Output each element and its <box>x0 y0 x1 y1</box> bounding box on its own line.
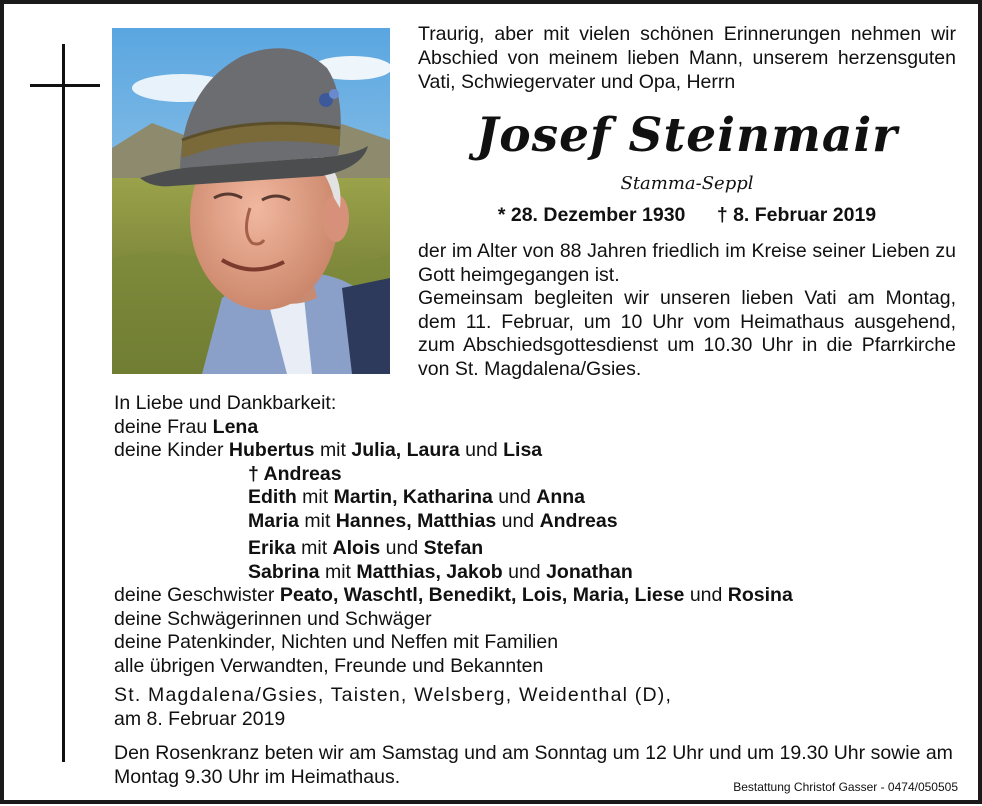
mourner-child <box>114 439 964 463</box>
birth-date: * 28. Dezember 1930 <box>497 204 686 226</box>
child-family: Julia, Laura <box>351 439 460 461</box>
und-word: und <box>385 537 419 559</box>
child-name: † Andreas <box>248 462 342 485</box>
mourners-heading: In Liebe und Dankbarkeit: <box>114 392 337 414</box>
child-name: Hubertus <box>228 439 315 461</box>
child-name: Edith <box>248 486 297 508</box>
child-family-last: Jonathan <box>546 560 633 583</box>
rosary-notice: Den Rosenkranz beten wir am Samstag und am Sonntag um 12 Uhr und um 19.30 Uhr sowie am Montag 9.30 Uhr im Heimathaus. <box>114 742 953 788</box>
siblings-names: Peato, Waschtl, Benedikt, Lois, Maria, Liese <box>279 584 685 606</box>
deceased-nickname: Stamma-Seppl <box>620 173 754 194</box>
announcement-text <box>418 240 956 381</box>
mourner-child <box>114 537 964 561</box>
mit-word: mit <box>319 439 346 461</box>
mourner-siblings <box>114 584 964 608</box>
mit-word: mit <box>302 486 329 508</box>
mit-word: mit <box>301 537 328 559</box>
mourners-list <box>114 392 964 678</box>
death-date: † 8. Februar 2019 <box>716 204 877 226</box>
kids-prefix: deine Kinder <box>114 439 224 461</box>
child-family-last: Andreas <box>539 509 618 532</box>
mourner-inlaws: deine Schwägerinnen und Schwäger <box>114 607 432 630</box>
mourner-child <box>114 510 964 534</box>
child-family-last: Lisa <box>503 439 543 461</box>
mourner-others: alle übrigen Verwandten, Freunde und Bekannten <box>114 654 544 677</box>
und-word: und <box>508 560 541 583</box>
wife-prefix: deine Frau <box>114 415 208 438</box>
siblings-prefix: deine Geschwister <box>114 584 275 606</box>
mourner-godchildren: deine Patenkinder, Nichten und Neffen mit Familien <box>114 631 559 653</box>
mit-word: mit <box>304 509 331 532</box>
child-family: Martin, Katharina <box>333 486 493 508</box>
mourner-child <box>114 561 964 585</box>
wife-name: Lena <box>212 415 259 438</box>
passing-paragraph: der im Alter von 88 Jahren friedlich im Kreise seiner Lieben zu Gott heimgegangen ist. <box>418 240 956 286</box>
und-word: und <box>465 439 498 461</box>
und-word: und <box>689 584 723 606</box>
child-family-last: Anna <box>536 486 586 508</box>
service-paragraph: Gemeinsam begleiten wir unseren lieben Vati am Montag, dem 11. Februar, um 10 Uhr vom Heimathaus ausgehend, zum Abschiedsgottesdienst um 10.30 Uhr in die Pfarrkirche von St. Magdalena/Gsies. <box>418 287 956 380</box>
child-family: Hannes, Matthias <box>335 509 497 532</box>
und-word: und <box>501 509 535 532</box>
mit-word: mit <box>324 560 351 583</box>
funeral-home-credit: Bestattung Christof Gasser - 0474/050505 <box>733 780 958 794</box>
notice-date: am 8. Februar 2019 <box>114 707 286 730</box>
place-and-date <box>114 684 964 731</box>
life-dates <box>418 202 956 228</box>
deceased-name: Josef Steinmair <box>476 108 898 163</box>
child-family: Alois <box>332 537 381 559</box>
child-name: Maria <box>248 509 299 532</box>
child-name: Sabrina <box>248 560 320 583</box>
towns: St. Magdalena/Gsies, Taisten, Welsberg, Weidenthal (D), <box>114 684 673 706</box>
cross-horizontal <box>30 84 100 87</box>
intro-text: Traurig, aber mit vielen schönen Erinnerungen nehmen wir Abschied von meinem lieben Mann, unserem herzensguten Vati, Schwiegervater und Opa, Herrn <box>418 23 956 93</box>
child-family-last: Stefan <box>423 537 484 559</box>
mourner-wife <box>114 416 964 440</box>
und-word: und <box>498 486 531 508</box>
portrait-photo <box>112 28 390 374</box>
child-name: Erika <box>248 537 296 559</box>
siblings-last: Rosina <box>727 584 793 606</box>
cross-vertical <box>62 44 65 762</box>
mourner-child <box>114 463 964 487</box>
child-family: Matthias, Jakob <box>356 560 503 583</box>
mourner-child <box>114 486 964 510</box>
